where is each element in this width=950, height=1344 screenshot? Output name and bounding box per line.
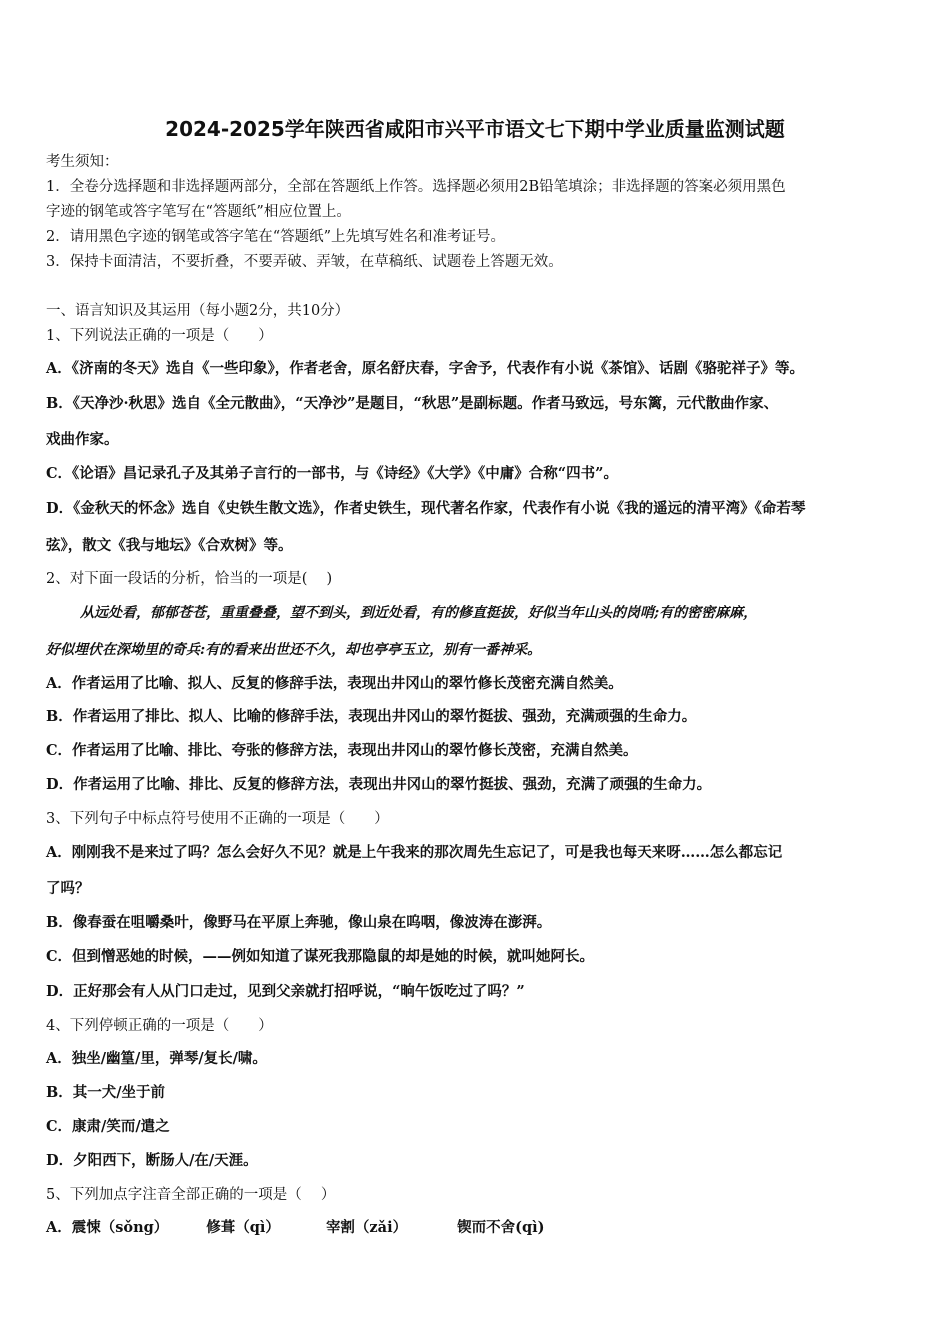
question-stem: 3、下列句子中标点符号使用不正确的一项是（ ） [46, 811, 389, 827]
option-a: A．独坐/幽篁/里，弹琴/复长/啸。 [46, 1050, 267, 1067]
option-d: D．《金秋天的怀念》选自《史铁生散文选》，作者史铁生，现代著名作家，代表作有小说《我的遥远的清平湾》《命若琴 [46, 500, 806, 517]
pinyin-item: 宰割（zǎi） [325, 1219, 408, 1236]
option-d: D．夕阳西下，断肠人/在/天涯。 [46, 1152, 258, 1169]
page-title: 2024-2025学年陕西省咸阳市兴平市语文七下期中学业质量监测试题 [165, 117, 785, 141]
option-d: D．正好那会有人从门口走过，见到父亲就打招呼说，“晌午饭吃过了吗？” [46, 983, 525, 1000]
option-c: C．作者运用了比喻、排比、夸张的修辞方法，表现出井冈山的翠竹修长茂密，充满自然美。 [46, 742, 638, 759]
notice-item: 1．全卷分选择题和非选择题两部分，全部在答题纸上作答。选择题必须用2B铅笔填涂；非选择题的答案必须用黑色 [46, 179, 786, 195]
option-a-cont: 了吗？ [46, 880, 90, 897]
option-d-cont: 弦》，散文《我与地坛》《合欢树》等。 [46, 537, 293, 554]
option-b: B．作者运用了排比、拟人、比喻的修辞手法，表现出井冈山的翠竹挺拔、强劲，充满顽强的生命力。 [46, 708, 697, 725]
quoted-passage-cont: 好似埋伏在深坳里的奇兵:有的看来出世还不久，却也亭亭玉立，别有一番神采。 [46, 642, 542, 658]
option-a [46, 1218, 544, 1238]
option-b: B．像春蚕在咀嚼桑叶，像野马在平原上奔驰，像山泉在呜咽，像波涛在澎湃。 [46, 914, 552, 931]
option-b: B．其一犬/坐于前 [46, 1084, 166, 1101]
option-d: D．作者运用了比喻、排比、反复的修辞方法，表现出井冈山的翠竹挺拔、强劲，充满了顽强的生命力。 [46, 776, 712, 793]
section-heading: 一、语言知识及其运用（每小题2分，共10分） [46, 303, 350, 319]
pinyin-item: 锲而不舍(qì) [457, 1219, 545, 1236]
option-a: A．刚刚我不是来过了吗？怎么会好久不见？就是上午我来的那次周先生忘记了，可是我也每天来呀……怎么都忘记 [46, 844, 783, 861]
pinyin-item: 震悚（sǒng） [71, 1219, 169, 1236]
question-stem: 1、下列说法正确的一项是（ ） [46, 328, 273, 344]
option-c: C．但到憎恶她的时候，——例如知道了谋死我那隐鼠的却是她的时候，就叫她阿长。 [46, 948, 595, 965]
pinyin-item: 修葺（qì） [206, 1219, 280, 1236]
notice-item: 3．保持卡面清洁，不要折叠，不要弄破、弄皱，在草稿纸、试题卷上答题无效。 [46, 254, 563, 270]
question-stem: 5、下列加点字注音全部正确的一项是（ ） [46, 1187, 336, 1203]
notice-heading: 考生须知： [46, 154, 119, 170]
option-a: A．《济南的冬天》选自《一些印象》，作者老舍，原名舒庆春，字舍予，代表作有小说《茶馆》、话剧《骆驼祥子》等。 [46, 360, 804, 377]
notice-item: 字迹的钢笔或答字笔写在“答题纸”相应位置上。 [46, 204, 351, 220]
option-c: C．康肃/笑而/遣之 [46, 1118, 170, 1135]
option-b-cont: 戏曲作家。 [46, 431, 119, 448]
option-b: B．《天净沙·秋思》选自《全元散曲》，“天净沙”是题目，“秋思”是副标题。作者马致远，号东篱，元代散曲作家、 [46, 395, 779, 412]
option-c: C．《论语》昌记录孔子及其弟子言行的一部书，与《诗经》《大学》《中庸》合称“四书”。 [46, 465, 618, 482]
option-a: A．作者运用了比喻、拟人、反复的修辞手法，表现出井冈山的翠竹修长茂密充满自然美。 [46, 675, 623, 692]
question-stem: 4、下列停顿正确的一项是（ ） [46, 1018, 273, 1034]
quoted-passage: 从远处看，郁郁苍苍，重重叠叠，望不到头，到近处看，有的修直挺拔，好似当年山头的岗哨;有的密密麻麻， [80, 605, 758, 621]
question-stem: 2、对下面一段话的分析，恰当的一项是( ) [46, 571, 333, 587]
option-label: A． [46, 1219, 72, 1236]
notice-item: 2．请用黑色字迹的钢笔或答字笔在“答题纸”上先填写姓名和准考证号。 [46, 229, 506, 245]
